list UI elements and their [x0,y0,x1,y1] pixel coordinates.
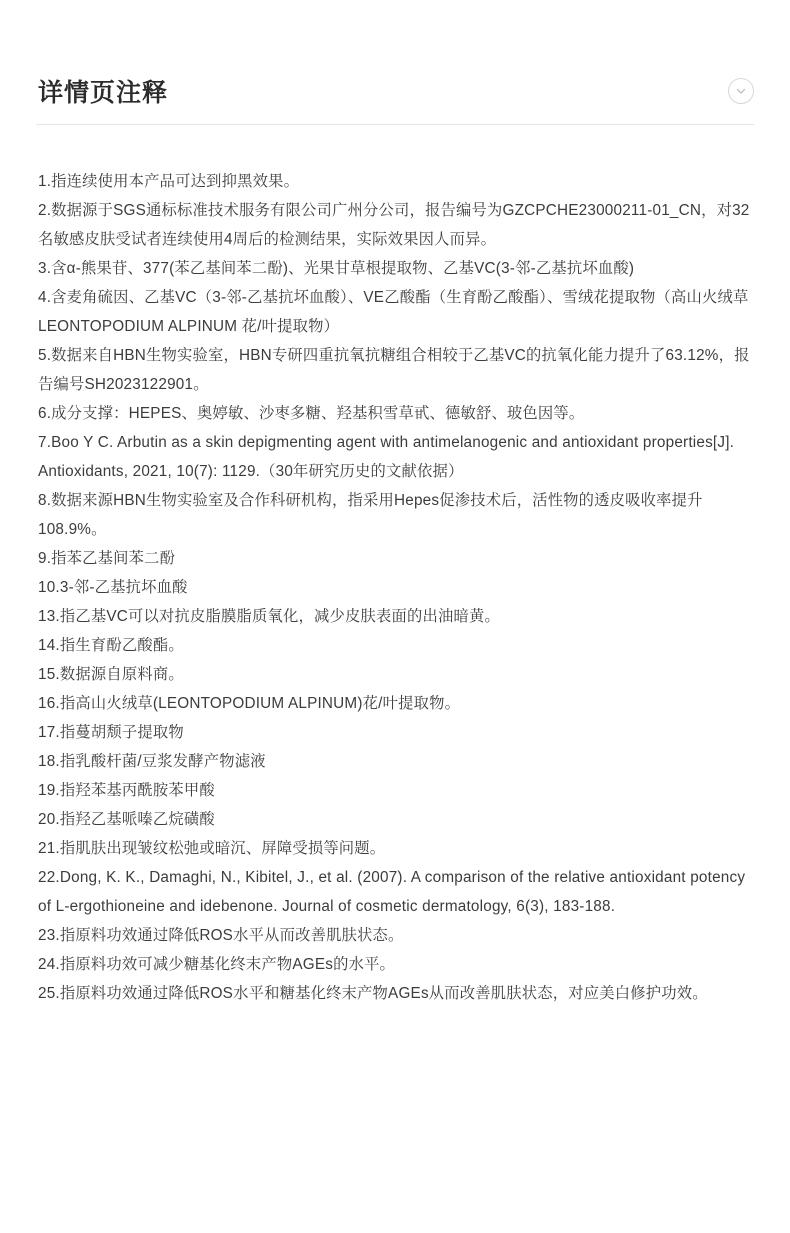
note-item: 1.指连续使用本产品可达到抑黑效果。 [38,173,300,190]
chevron-down-circle-icon[interactable] [728,78,754,104]
page-title: 详情页注释 [38,79,169,107]
note-item: 25.指原料功效通过降低ROS水平和糖基化终末产物AGEs从而改善肌肤状态，对应美白修护功效。 [38,985,708,1002]
note-item: 24.指原料功效可减少糖基化终末产物AGEs的水平。 [38,956,396,973]
notes-list [36,125,754,1068]
note-item: 13.指乙基VC可以对抗皮脂膜脂质氧化，减少皮肤表面的出油暗黄。 [38,608,500,625]
note-item: 7.Boo Y C. Arbutin as a skin depigmenting agent with antimelanogenic and antioxidant properties[J]. Antioxidants, 2021, 10(7): 1129.（30年研究历史的文献依据） [38,434,735,480]
note-item: 17.指蔓胡颓子提取物 [38,724,184,741]
note-item: 6.成分支撑：HEPES、奥婷敏、沙枣多糖、羟基积雪草甙、德敏舒、玻色因等。 [38,405,585,422]
note-item: 21.指肌肤出现皱纹松弛或暗沉、屏障受损等问题。 [38,840,386,857]
note-item: 22.Dong, K. K., Damaghi, N., Kibitel, J., et al. (2007). A comparison of the relative antioxidant potency of L-ergothioneine and idebenone. Journal of cosmetic dermatology, 6(3), 183-188. [38,869,746,915]
note-item: 3.含α-熊果苷、377(苯乙基间苯二酚)、光果甘草根提取物、乙基VC(3-邻-乙基抗坏血酸) [38,260,635,277]
note-item: 16.指高山火绒草(LEONTOPODIUM ALPINUM)花/叶提取物。 [38,695,461,712]
note-item: 18.指乳酸杆菌/豆浆发酵产物滤液 [38,753,266,770]
note-item: 23.指原料功效通过降低ROS水平从而改善肌肤状态。 [38,927,404,944]
note-item: 4.含麦角硫因、乙基VC（3-邻-乙基抗坏血酸）、VE乙酸酯（生育酚乙酸酯）、雪绒花提取物（高山火绒草LEONTOPODIUM ALPINUM 花/叶提取物） [38,289,749,335]
note-item: 8.数据来源HBN生物实验室及合作科研机构，指采用Hepes促渗技术后，活性物的透皮吸收率提升108.9%。 [38,492,703,538]
note-item: 15.数据源自原料商。 [38,666,184,683]
note-item: 9.指苯乙基间苯二酚 [38,550,176,567]
section-header [36,0,754,125]
note-item: 10.3-邻-乙基抗坏血酸 [38,579,188,596]
note-item: 2.数据源于SGS通标标准技术服务有限公司广州分公司，报告编号为GZCPCHE23000211-01_CN，对32 名敏感皮肤受试者连续使用4周后的检测结果，实际效果因人而异。 [38,202,750,248]
note-item: 19.指羟苯基丙酰胺苯甲酸 [38,782,215,799]
note-item: 20.指羟乙基哌嗪乙烷磺酸 [38,811,215,828]
note-item: 5.数据来自HBN生物实验室，HBN专研四重抗氧抗糖组合相较于乙基VC的抗氧化能力提升了63.12%，报告编号SH2023122901。 [38,347,750,393]
note-item: 14.指生育酚乙酸酯。 [38,637,184,654]
